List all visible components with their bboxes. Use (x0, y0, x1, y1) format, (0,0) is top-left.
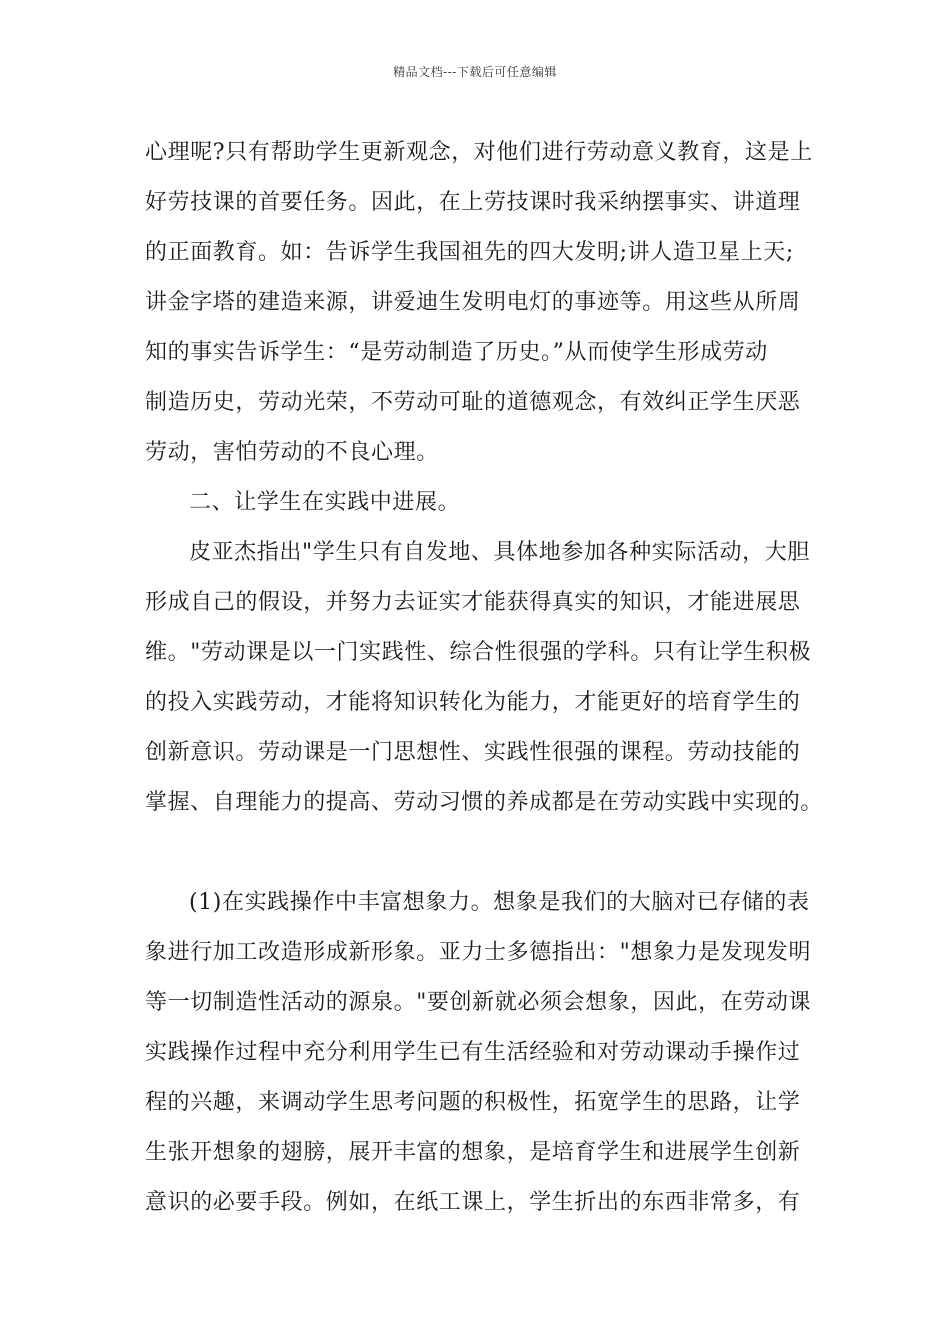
text-line: 创新意识。劳动课是一门思想性、实践性很强的课程。劳动技能的 (145, 740, 801, 765)
text-line: 制造历史，劳动光荣，不劳动可耻的道德观念，有效纠正学生厌恶 (145, 390, 801, 415)
text-line: 意识的必要手段。例如，在纸工课上，学生折出的东西非常多，有 (145, 1190, 801, 1215)
text-line: 知的事实告诉学生：“是劳动制造了历史。”从而使学生形成劳动 (145, 340, 768, 365)
text-line: 二、让学生在实践中进展。 (189, 490, 461, 515)
paragraph-gap (145, 828, 813, 878)
text-line: 讲金字塔的建造来源，讲爱迪生发明电灯的事迹等。用这些从所周 (145, 290, 801, 315)
text-line: 皮亚杰指出"学生只有自发地、具体地参加各种实际活动，大胆 (189, 540, 810, 565)
text-line: 生张开想象的翅膀，展开丰富的想象，是培育学生和进展学生创新 (145, 1140, 801, 1165)
paragraph-4 (145, 878, 813, 1228)
text-line: 心理呢?只有帮助学生更新观念，对他们进行劳动意义教育，这是上 (145, 140, 813, 165)
text-line: 维。"劳动课是以一门实践性、综合性很强的学科。只有让学生积极 (145, 640, 812, 665)
text-line: 的正面教育。如：告诉学生我国祖先的四大发明;讲人造卫星上天; (145, 240, 794, 265)
section-heading (145, 478, 813, 528)
text-line: 形成自己的假设，并努力去证实才能获得真实的知识，才能进展思 (145, 590, 801, 615)
text-line: 的投入实践劳动，才能将知识转化为能力，才能更好的培育学生的 (145, 690, 801, 715)
text-line: 劳动，害怕劳动的不良心理。 (145, 440, 439, 465)
text-line: (1)在实践操作中丰富想象力。想象是我们的大脑对已存储的表 (189, 890, 810, 915)
text-line: 象进行加工改造形成新形象。亚力士多德指出："想象力是发现发明 (145, 940, 812, 965)
document-body (145, 128, 824, 1228)
text-line: 程的兴趣，来调动学生思考问题的积极性，拓宽学生的思路，让学 (145, 1090, 801, 1115)
paragraph-3 (145, 528, 824, 828)
page-header: 精品文档---下载后可任意编辑 (393, 65, 557, 79)
text-line: 实践操作过程中充分利用学生已有生活经验和对劳动课动手操作过 (145, 1040, 801, 1065)
text-line: 掌握、自理能力的提高、劳动习惯的养成都是在劳动实践中实现的。 (145, 790, 824, 815)
text-line: 好劳技课的首要任务。因此，在上劳技课时我采纳摆事实、讲道理 (145, 190, 801, 215)
text-line: 等一切制造性活动的源泉。"要创新就必须会想象，因此，在劳动课 (145, 990, 812, 1015)
paragraph-1 (145, 128, 813, 478)
